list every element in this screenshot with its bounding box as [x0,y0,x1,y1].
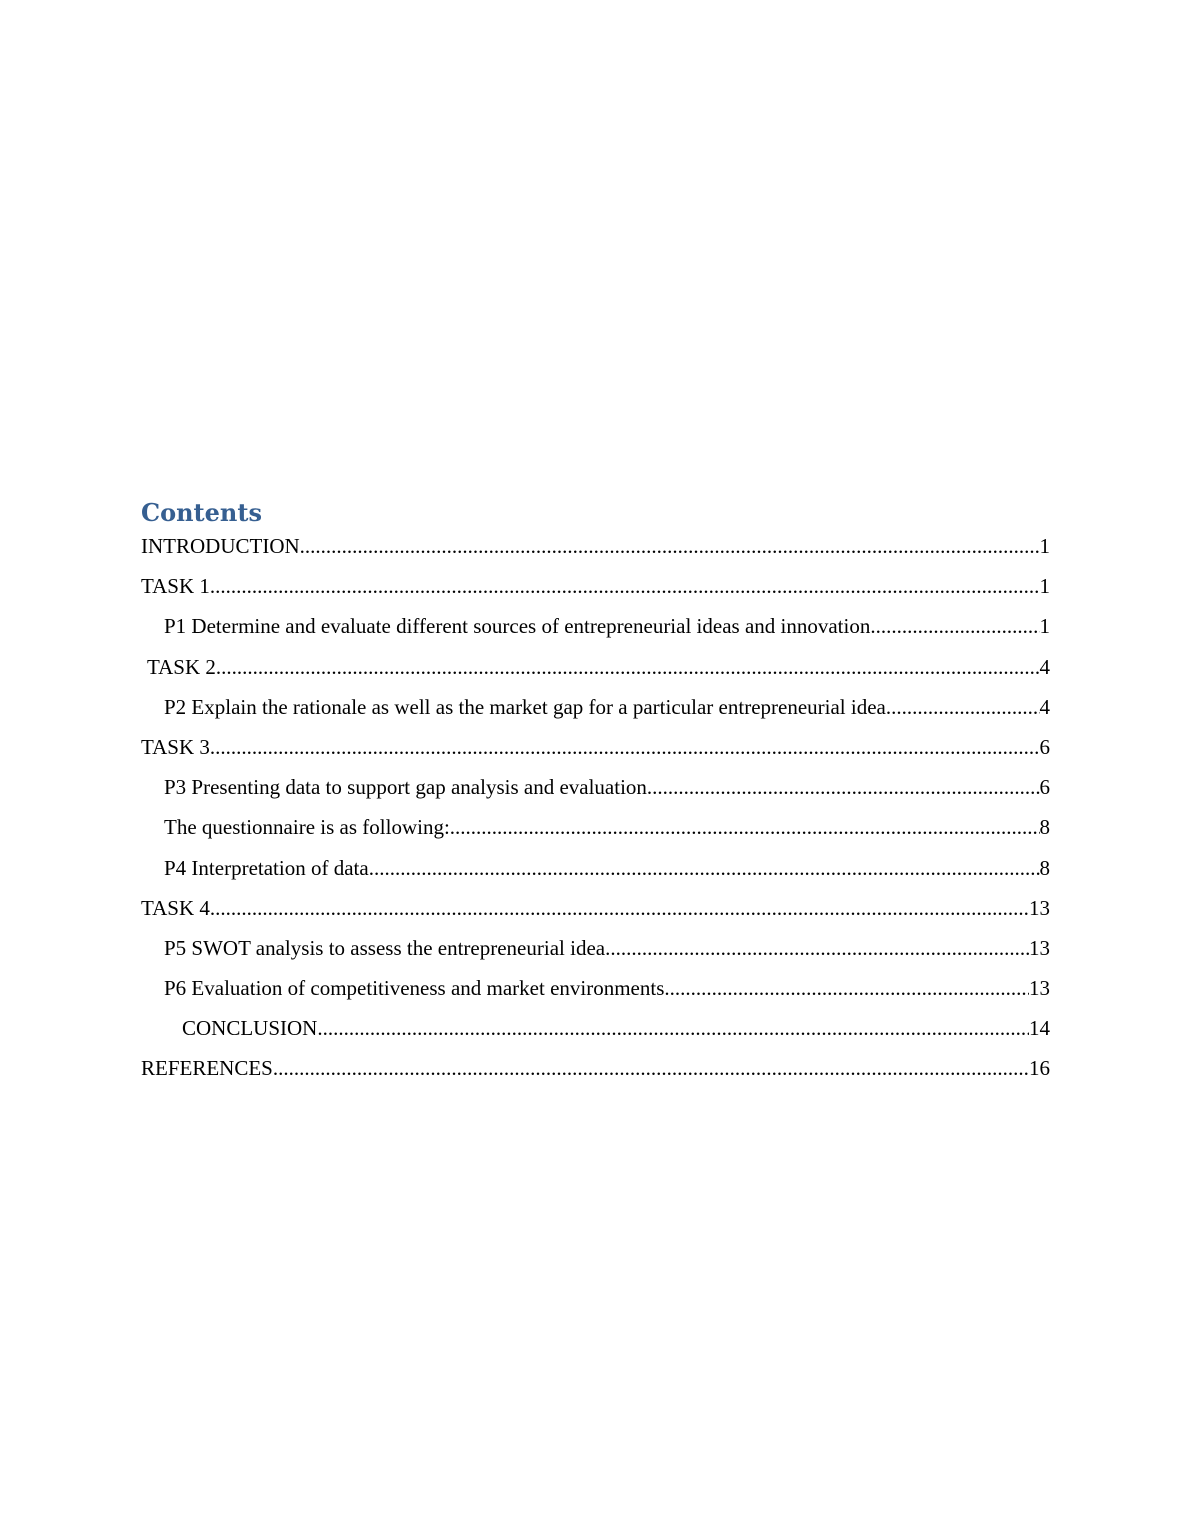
toc-entry-page-number: 14 [1029,1016,1050,1041]
toc-dot-leader [210,892,1029,924]
toc-entry-page-number: 13 [1029,895,1050,920]
toc-dot-leader [317,1012,1029,1044]
toc-entry-page-number: 1 [1039,534,1050,558]
toc-dot-leader [664,972,1029,1004]
toc-entry-title: P2 Explain the rationale as well as the market gap for a particular entrepreneurial idea [164,694,886,719]
toc-dot-leader [210,570,1040,602]
toc-entry[interactable] [141,972,1050,1012]
toc-dot-leader [886,691,1040,723]
toc-entry-title: P4 Interpretation of data [164,855,369,880]
toc-entry[interactable] [141,530,1050,570]
toc-entry[interactable] [141,651,1050,691]
toc-entry-page-number: 4 [1039,654,1050,679]
toc-entry-title: REFERENCES [141,1056,273,1081]
toc-entry-title: The questionnaire is as following: [164,815,450,840]
toc-entry[interactable] [141,852,1050,892]
toc-entry-page-number: 4 [1039,694,1050,719]
toc-dot-leader [300,530,1040,562]
toc-entry-title: CONCLUSION [182,1016,318,1041]
toc-entry[interactable] [141,1052,1050,1092]
toc-dot-leader [647,771,1040,803]
toc-entry[interactable] [141,570,1050,610]
toc-entry-page-number: 8 [1039,815,1050,840]
toc-entry[interactable] [141,811,1050,851]
toc-dot-leader [605,932,1029,964]
toc-entry-title: INTRODUCTION [141,534,300,558]
toc-entry-page-number: 13 [1029,935,1050,960]
toc-dot-leader [369,852,1040,884]
toc-entry-title: TASK 4 [141,895,210,920]
toc-entry-title: TASK 1 [141,574,210,599]
toc-entry-title: TASK 3 [141,734,210,759]
toc-dot-leader [210,731,1040,763]
toc-entry[interactable] [141,691,1050,731]
toc-entry[interactable] [141,1012,1050,1052]
toc-entry[interactable] [141,892,1050,932]
toc-dot-leader [450,811,1040,843]
toc-dot-leader [870,610,1039,642]
toc-entry[interactable] [141,771,1050,811]
table-of-contents [141,496,1050,1093]
toc-heading: Contents [141,498,262,527]
toc-entry-title: P6 Evaluation of competitiveness and market environments [164,976,665,1001]
toc-entry-title: P1 Determine and evaluate different sources of entrepreneurial ideas and innovation [164,614,871,639]
toc-entry-page-number: 6 [1039,734,1050,759]
toc-entry-title: P3 Presenting data to support gap analysis and evaluation [164,775,647,800]
toc-entry-list [141,530,1050,1093]
toc-entry-page-number: 16 [1029,1056,1050,1081]
toc-dot-leader [273,1052,1029,1084]
toc-entry-title: TASK 2 [147,654,216,679]
toc-entry[interactable] [141,610,1050,650]
toc-entry-page-number: 1 [1039,574,1050,599]
toc-entry-page-number: 13 [1029,976,1050,1001]
toc-entry-page-number: 1 [1039,614,1050,639]
toc-entry-title: P5 SWOT analysis to assess the entrepreneurial idea [164,935,606,960]
toc-entry[interactable] [141,932,1050,972]
toc-entry[interactable] [141,731,1050,771]
toc-dot-leader [216,651,1040,683]
toc-entry-page-number: 6 [1039,775,1050,800]
toc-entry-page-number: 8 [1039,855,1050,880]
